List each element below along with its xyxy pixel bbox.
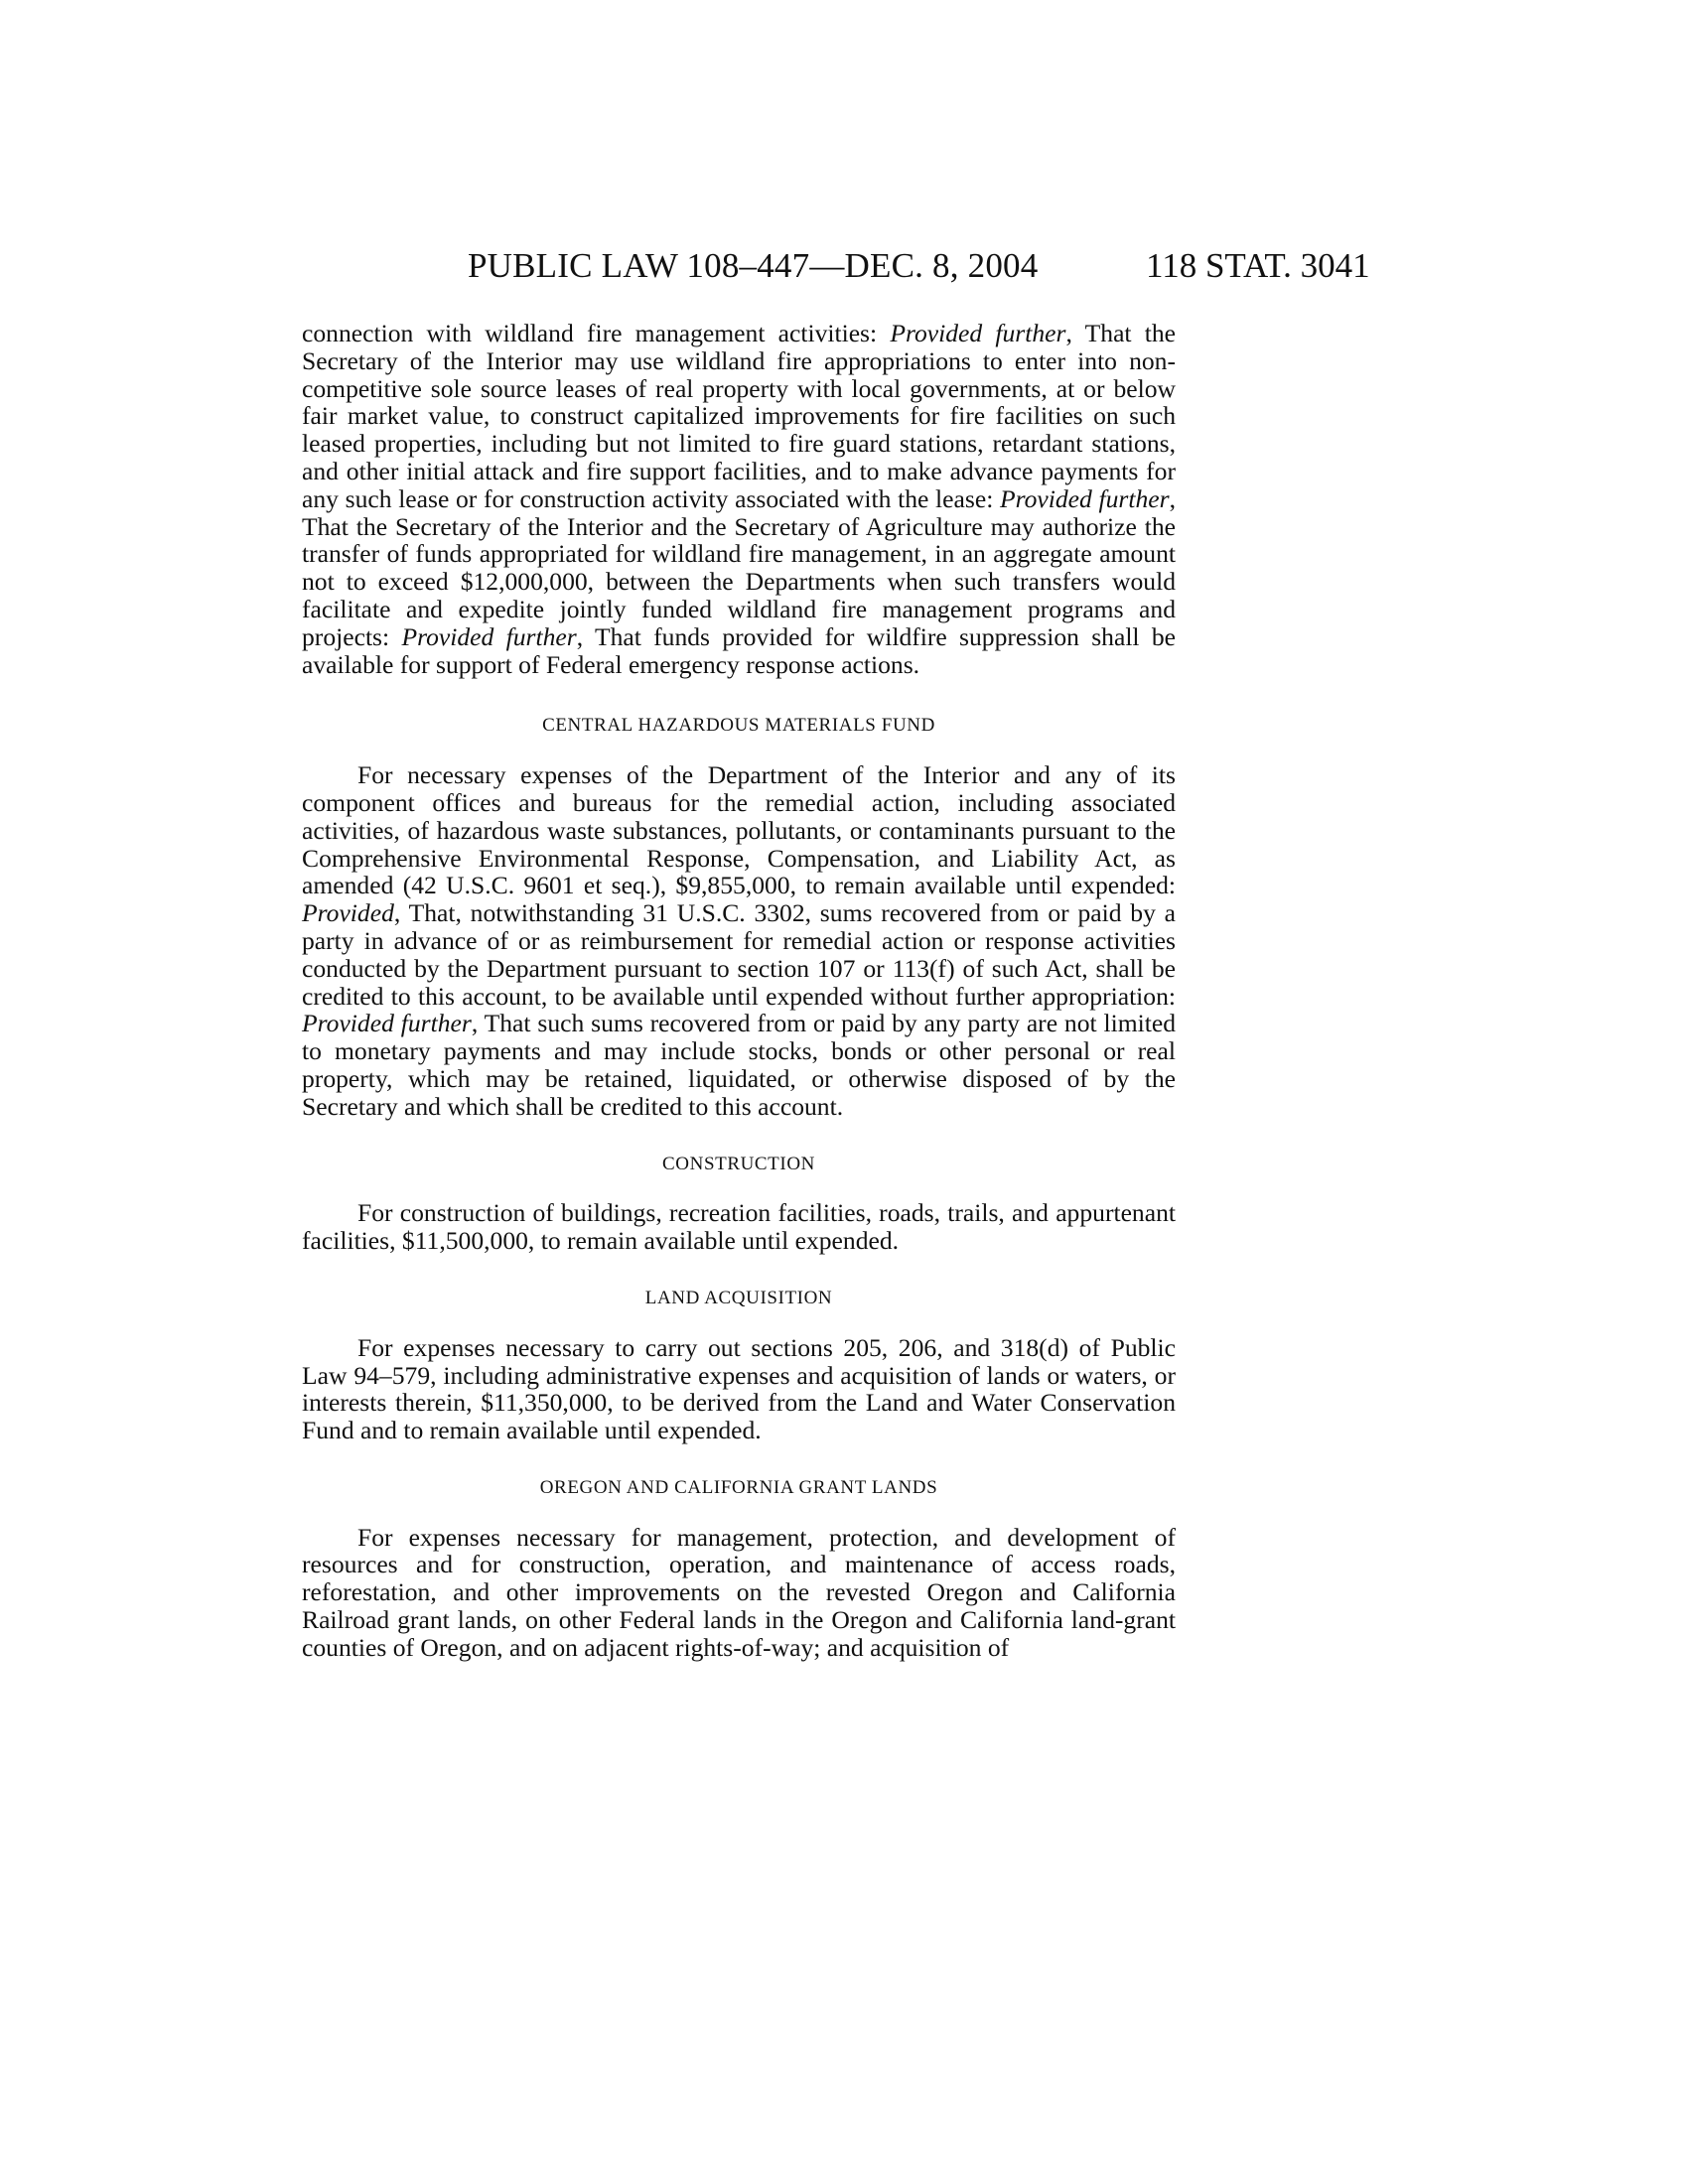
text-run: , That funds provided for wildfire suppression shall be available for support of Federal emergency response actions.	[302, 621, 1177, 679]
text-run: , That such sums recovered from or paid by any party are not limited to monetary payments and may include stocks, bonds or other personal or real property, which may be retained, liquidated, or otherwise disposed of by the Secretary and which shall be credited to this account.	[302, 1009, 1177, 1121]
proviso-italic: Provided	[302, 898, 394, 928]
text-run: , That the Secretary of the Interior and the Secretary of Agriculture may authorize the transfer of funds appropriated for wildland fire management, in an aggregate amount not to exceed $12,000,000, between the Departments when such transfers would facilitate and expedite jointly funded wildland fire management programs and projects:	[302, 483, 1176, 651]
continuation-paragraph	[302, 320, 1176, 678]
running-title: PUBLIC LAW 108–447—DEC. 8, 2004	[468, 246, 1039, 285]
proviso-italic: Provided further	[890, 319, 1066, 347]
text-run: For necessary expenses of the Department of the Interior and any of its component offices and bureaus for the remedial action, including associated activities, of hazardous waste substances, pollutants, or contaminants pursuant to the Comprehensive Environmental Response, Compensation, and Liability Act, as amended (42 U.S.C. 9601 et seq.), $9,855,000, to remain available until expended:	[302, 760, 1176, 900]
construction-paragraph: For construction of buildings, recreation facilities, roads, trails, and appurtenant facilities, $11,500,000, to remain available until expended.	[302, 1198, 1176, 1256]
section-heading-oregon-california: OREGON AND CALIFORNIA GRANT LANDS	[539, 1476, 938, 1498]
text-run: connection with wildland fire management activities:	[302, 319, 891, 347]
section-heading-hazmat: CENTRAL HAZARDOUS MATERIALS FUND	[542, 715, 935, 737]
section-heading-construction: CONSTRUCTION	[662, 1153, 815, 1174]
page-body	[302, 320, 1176, 1662]
page-header	[0, 246, 1688, 296]
statute-page-number: 118 STAT. 3041	[1146, 246, 1370, 285]
land-acquisition-paragraph: For expenses necessary to carry out sections 205, 206, and 318(d) of Public Law 94–579, including administrative expenses and acquisition of lands or waters, or interests therein, $11,350,000, to be derived from the Land and Water Conservation Fund and to remain available until expended.	[302, 1332, 1176, 1445]
hazmat-paragraph	[302, 761, 1176, 1120]
proviso-italic: Provided further	[401, 621, 577, 651]
section-heading-land-acquisition: LAND ACQUISITION	[644, 1287, 833, 1308]
text-run: , That, notwithstanding 31 U.S.C. 3302, sums recovered from or paid by a party in advance of or as reimbursement for remedial action or response activities conducted by the Department pursuant to section 107 or 113(f) of such Act, shall be credited to this account, to be available until expended without further appropriation:	[302, 898, 1176, 1011]
proviso-italic: Provided further	[999, 483, 1170, 513]
text-run: , That the Secretary of the Interior may use wildland fire appropriations to enter into non-competitive sole source leases of real property with local governments, at or below fair market value, to construct capitalized improvements for fire facilities on such leased properties, including but not limited to fire guard stations, retardant stations, and other initial attack and fire support facilities, and to make advance payments for any such lease or for construction activity associated with the lease:	[302, 319, 1177, 513]
oregon-california-paragraph: For expenses necessary for management, protection, and development of resources and for construction, operation, and maintenance of access roads, reforestation, and other improvements on the revested Oregon and California Railroad grant lands, on other Federal lands in the Oregon and California land-grant counties of Oregon, and on adjacent rights-of-way; and acquisition of	[302, 1522, 1176, 1662]
proviso-italic: Provided further	[302, 1009, 472, 1038]
